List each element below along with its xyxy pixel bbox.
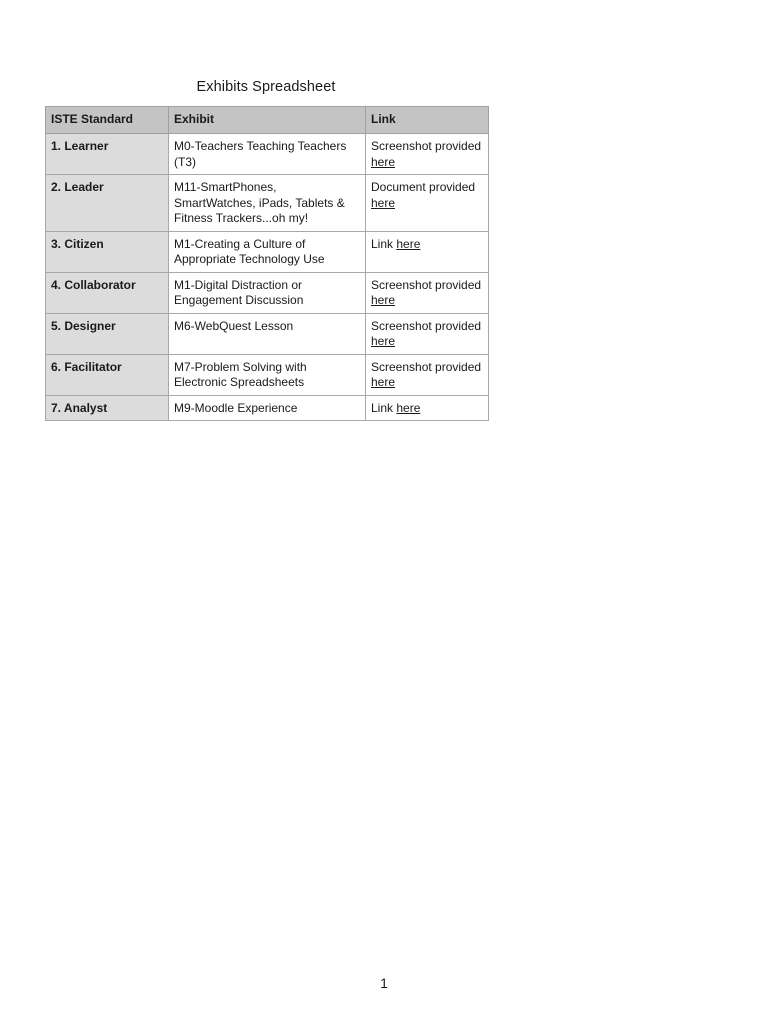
table-row [46, 395, 489, 421]
document-title: Exhibits Spreadsheet [196, 79, 336, 95]
exhibit-cell: M0-Teachers Teaching Teachers (T3) [169, 134, 366, 175]
link-prefix: Screenshot provided [371, 359, 482, 374]
exhibit-cell: M1-Creating a Culture of Appropriate Technology Use [169, 231, 366, 272]
link-prefix: Document provided [371, 180, 476, 194]
standard-cell: 1. Learner [46, 134, 169, 175]
table-row [46, 134, 489, 175]
link-cell [366, 313, 489, 354]
link-prefix: Link [371, 236, 397, 251]
here-link[interactable]: here [371, 195, 396, 210]
link-prefix: Link [371, 400, 397, 415]
header-link: Link [366, 107, 489, 134]
standard-cell: 3. Citizen [46, 231, 169, 272]
table-row [46, 175, 489, 232]
header-exhibit: Exhibit [169, 107, 366, 134]
here-link[interactable]: here [371, 334, 396, 348]
table-row [46, 313, 489, 354]
table-header-row [46, 107, 489, 134]
header-iste-standard: ISTE Standard [46, 107, 169, 134]
here-link[interactable]: here [371, 375, 396, 389]
exhibit-cell: M1-Digital Distraction or Engagement Discussion [169, 272, 366, 313]
standard-cell: 4. Collaborator [46, 272, 169, 313]
table-row [46, 272, 489, 313]
here-link[interactable]: here [371, 154, 396, 169]
standard-cell: 5. Designer [46, 313, 169, 354]
standard-cell: 2. Leader [46, 175, 169, 232]
link-prefix: Screenshot provided [371, 277, 482, 292]
here-link[interactable]: here [396, 236, 421, 251]
exhibits-table [45, 106, 489, 421]
link-cell [366, 354, 489, 395]
exhibit-cell: M6-WebQuest Lesson [169, 313, 366, 354]
link-prefix: Screenshot provided [371, 139, 482, 153]
link-cell [366, 231, 489, 272]
link-cell [366, 272, 489, 313]
table-row [46, 354, 489, 395]
page-number: 1 [380, 975, 388, 991]
link-cell [366, 134, 489, 175]
here-link[interactable]: here [396, 400, 421, 415]
here-link[interactable]: here [371, 293, 396, 307]
exhibit-cell: M7-Problem Solving with Electronic Spreadsheets [169, 354, 366, 395]
link-cell [366, 175, 489, 232]
exhibit-cell: M9-Moodle Experience [169, 395, 366, 421]
link-cell [366, 395, 489, 421]
standard-cell: 6. Facilitator [46, 354, 169, 395]
table-row [46, 231, 489, 272]
link-prefix: Screenshot provided [371, 318, 482, 333]
standard-cell: 7. Analyst [46, 395, 169, 421]
exhibit-cell: M11-SmartPhones, SmartWatches, iPads, Tablets & Fitness Trackers...oh my! [169, 175, 366, 232]
